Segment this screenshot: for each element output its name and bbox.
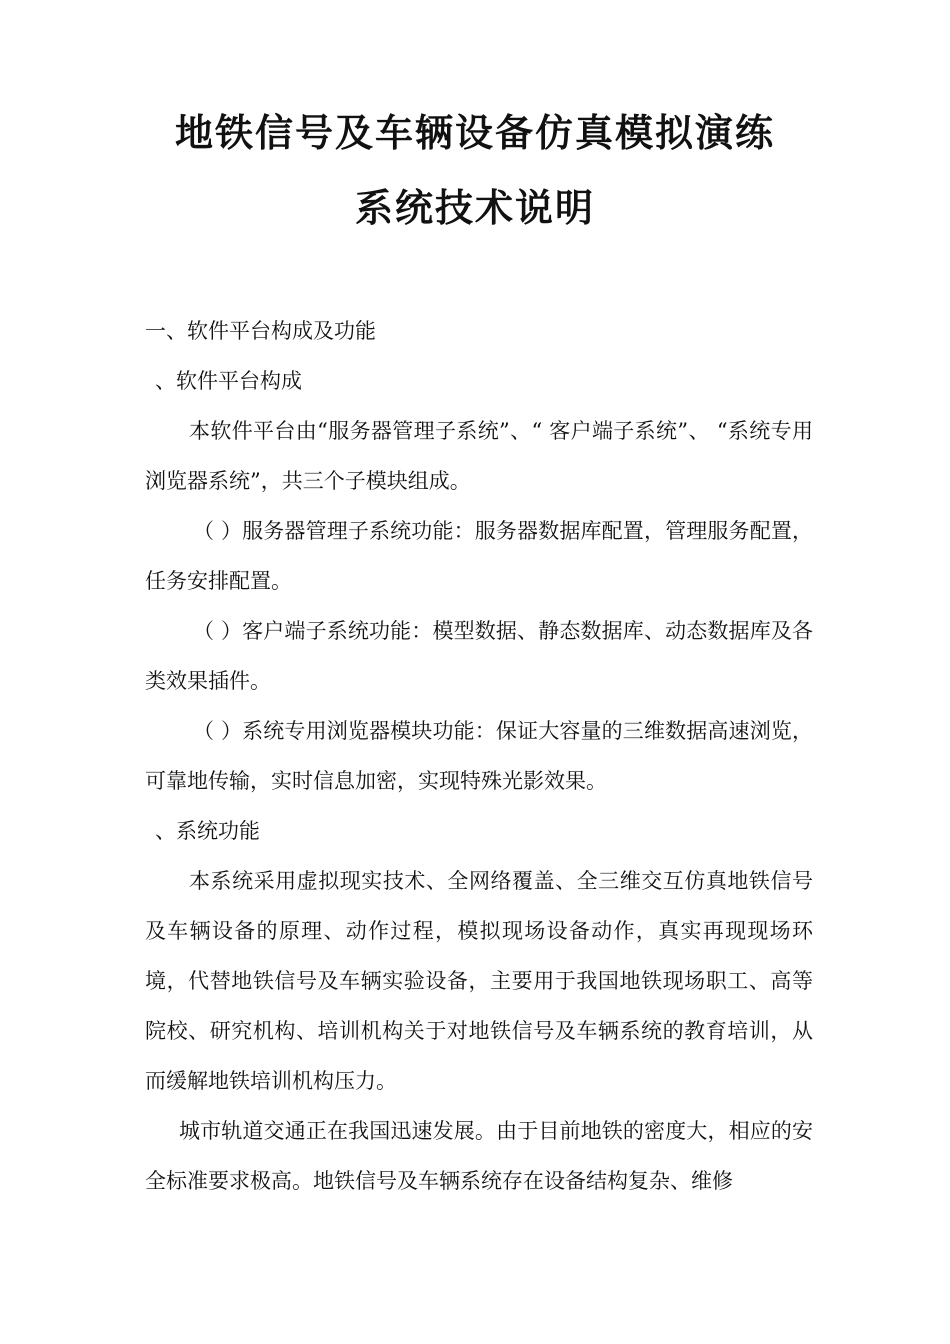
list-item: （ ）系统专用浏览器模块功能：保证大容量的三维数据高速浏览，可靠地传输，实时信息加密，实现特殊光影效果。 <box>145 719 813 793</box>
subsection-heading: 、软件平台构成 <box>155 369 302 393</box>
document-title-line-1: 地铁信号及车辆设备仿真模拟演练 <box>174 111 775 155</box>
list-item: （ ）服务器管理子系统功能：服务器数据库配置，管理服务配置，任务安排配置。 <box>145 519 813 593</box>
list-item: （ ）客户端子系统功能：模型数据、静态数据库、动态数据库及各类效果插件。 <box>145 619 813 693</box>
paragraph: 城市轨道交通正在我国迅速发展。由于目前地铁的密度大，相应的安全标准要求极高。地铁信号及车辆系统存在设备结构复杂、维修 <box>145 1119 813 1193</box>
paragraph: 本系统采用虚拟现实技术、全网络覆盖、全三维交互仿真地铁信号及车辆设备的原理、动作过程，模拟现场设备动作，真实再现现场环境，代替地铁信号及车辆实验设备，主要用于我国地铁现场职工、高等院校、研究机构、培训机构关于对地铁信号及车辆系统的教育培训，从而缓解地铁培训机构压力。 <box>145 869 813 1093</box>
document-title-line-2: 系统技术说明 <box>354 186 595 230</box>
paragraph: 本软件平台由“服务器管理子系统”、“ 客户端子系统”、 “系统专用浏览器系统”，共三个子模块组成。 <box>145 419 813 493</box>
document-body <box>145 306 813 1206</box>
section-heading: 一、软件平台构成及功能 <box>145 319 376 343</box>
subsection-heading: 、系统功能 <box>155 819 260 843</box>
